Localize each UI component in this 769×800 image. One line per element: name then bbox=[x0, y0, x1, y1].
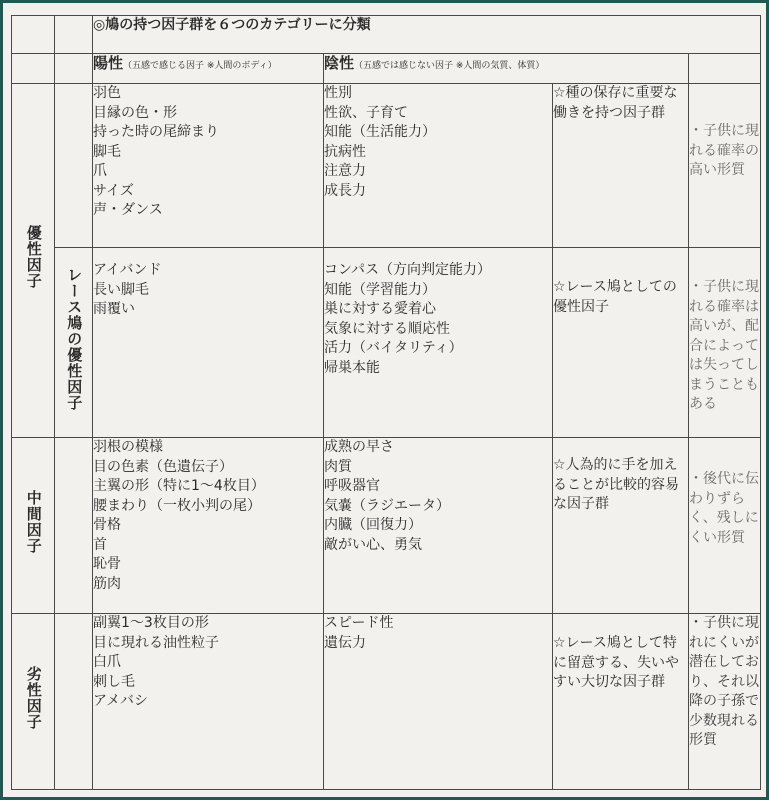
yang-cell bbox=[93, 614, 324, 790]
yang-cell bbox=[93, 84, 324, 248]
yang-cell bbox=[93, 248, 324, 438]
list-item: 副翼1〜3枚目の形 bbox=[93, 615, 209, 631]
list-item: 敵がい心、勇気 bbox=[324, 536, 422, 553]
table-row bbox=[12, 84, 761, 248]
label-recessive: 劣性因子 bbox=[12, 614, 55, 790]
header-yang bbox=[93, 54, 324, 84]
list-item: 骨格 bbox=[93, 517, 121, 533]
side-note-cell: ・子供に現れる確率は高いが、配合によっては失ってしまうこともある bbox=[689, 248, 761, 438]
list-item: 持った時の尾締まり bbox=[93, 124, 219, 140]
list-item: スピード性 bbox=[324, 615, 394, 631]
yin-cell bbox=[324, 614, 553, 790]
list-item: 知能（学習能力） bbox=[324, 281, 436, 298]
list-item: 羽色 bbox=[93, 85, 121, 101]
list-item: アメバシ bbox=[93, 693, 149, 709]
yin-cell bbox=[324, 438, 553, 614]
list-item: 性欲、子育て bbox=[324, 104, 408, 121]
list-item: サイズ bbox=[93, 182, 134, 199]
table-row bbox=[12, 614, 761, 790]
list-item: 目に現れる油性粒子 bbox=[93, 634, 219, 651]
list-item: 長い脚毛 bbox=[93, 281, 149, 298]
note-cell: ☆種の保存に重要な働きを持つ因子群 bbox=[553, 84, 689, 248]
header-yin-note: （五感では感じない因子 ※人間の気質、体質） bbox=[354, 61, 545, 71]
header-yang-note: （五感で感じる因子 ※人間のボディ） bbox=[123, 61, 277, 71]
note-cell: ☆人為的に手を加えることが比較的容易な因子群 bbox=[553, 438, 689, 614]
header-yin bbox=[324, 54, 689, 84]
list-item: コンパス（方向判定能力） bbox=[324, 262, 492, 278]
list-item: 帰巣本能 bbox=[324, 359, 380, 376]
list-item: 目の色素（色遺伝子） bbox=[93, 458, 233, 475]
list-item: 首 bbox=[93, 536, 107, 553]
table-row bbox=[12, 248, 761, 438]
list-item: 内臓（回復力） bbox=[324, 517, 422, 533]
table-row bbox=[12, 438, 761, 614]
list-item: 主翼の形（特に1〜4枚目） bbox=[93, 478, 265, 494]
list-item: 呼吸器官 bbox=[324, 478, 380, 494]
list-item: 抗病性 bbox=[324, 143, 366, 160]
header-yang-label: 陽性 bbox=[93, 54, 124, 72]
list-item: 知能（生活能力） bbox=[324, 124, 436, 140]
list-item: 活力（バイタリティ） bbox=[324, 340, 463, 356]
table-title: ◎鳩の持つ因子群を６つのカテゴリーに分類 bbox=[93, 16, 761, 54]
label-middle: 中間因子 bbox=[12, 438, 55, 614]
list-item: 爪 bbox=[93, 163, 107, 179]
list-item: 注意力 bbox=[324, 163, 366, 179]
list-item: 気象に対する順応性 bbox=[324, 320, 450, 337]
title-row bbox=[12, 16, 761, 54]
list-item: 気嚢（ラジエータ） bbox=[324, 497, 450, 514]
list-item: 白爪 bbox=[93, 654, 121, 670]
yin-cell bbox=[324, 84, 553, 248]
list-item: 恥骨 bbox=[93, 556, 121, 572]
list-item: 羽根の模様 bbox=[93, 439, 163, 455]
list-item: 筋肉 bbox=[93, 575, 121, 592]
list-item: 遺伝力 bbox=[324, 634, 366, 651]
list-item: 声・ダンス bbox=[93, 202, 163, 218]
list-item: 巣に対する愛着心 bbox=[324, 301, 436, 317]
list-item: アイバンド bbox=[93, 262, 162, 278]
header-yin-label: 陰性 bbox=[324, 54, 355, 72]
factor-classification-table bbox=[11, 15, 761, 790]
side-note-cell: ・子供に現れる確率の高い形質 bbox=[689, 84, 761, 248]
list-item: 成熟の早さ bbox=[324, 439, 394, 455]
label-dominant: 優性因子 bbox=[12, 84, 55, 438]
side-note-cell: ・子供に現れにくいが潜在しており、それ以降の子孫で少数現れる形質 bbox=[689, 614, 761, 790]
side-note-cell: ・後代に伝わりずらく、残しにくい形質 bbox=[689, 438, 761, 614]
header-row bbox=[12, 54, 761, 84]
list-item: 成長力 bbox=[324, 182, 366, 199]
list-item: 雨覆い bbox=[93, 301, 135, 317]
scanned-page bbox=[3, 3, 766, 797]
note-cell: ☆レース鳩としての優性因子 bbox=[553, 248, 689, 438]
yin-cell bbox=[324, 248, 553, 438]
list-item: 脚毛 bbox=[93, 143, 121, 160]
list-item: 目縁の色・形 bbox=[93, 104, 177, 121]
list-item: 性別 bbox=[324, 85, 352, 101]
list-item: 肉質 bbox=[324, 458, 352, 475]
note-cell: ☆レース鳩として特に留意する、失いやすい大切な因子群 bbox=[553, 614, 689, 790]
list-item: 刺し毛 bbox=[93, 673, 135, 690]
yang-cell bbox=[93, 438, 324, 614]
label-race-dominant: レース鳩の優性因子 bbox=[55, 248, 93, 438]
list-item: 腰まわり（一枚小判の尾） bbox=[93, 497, 261, 514]
